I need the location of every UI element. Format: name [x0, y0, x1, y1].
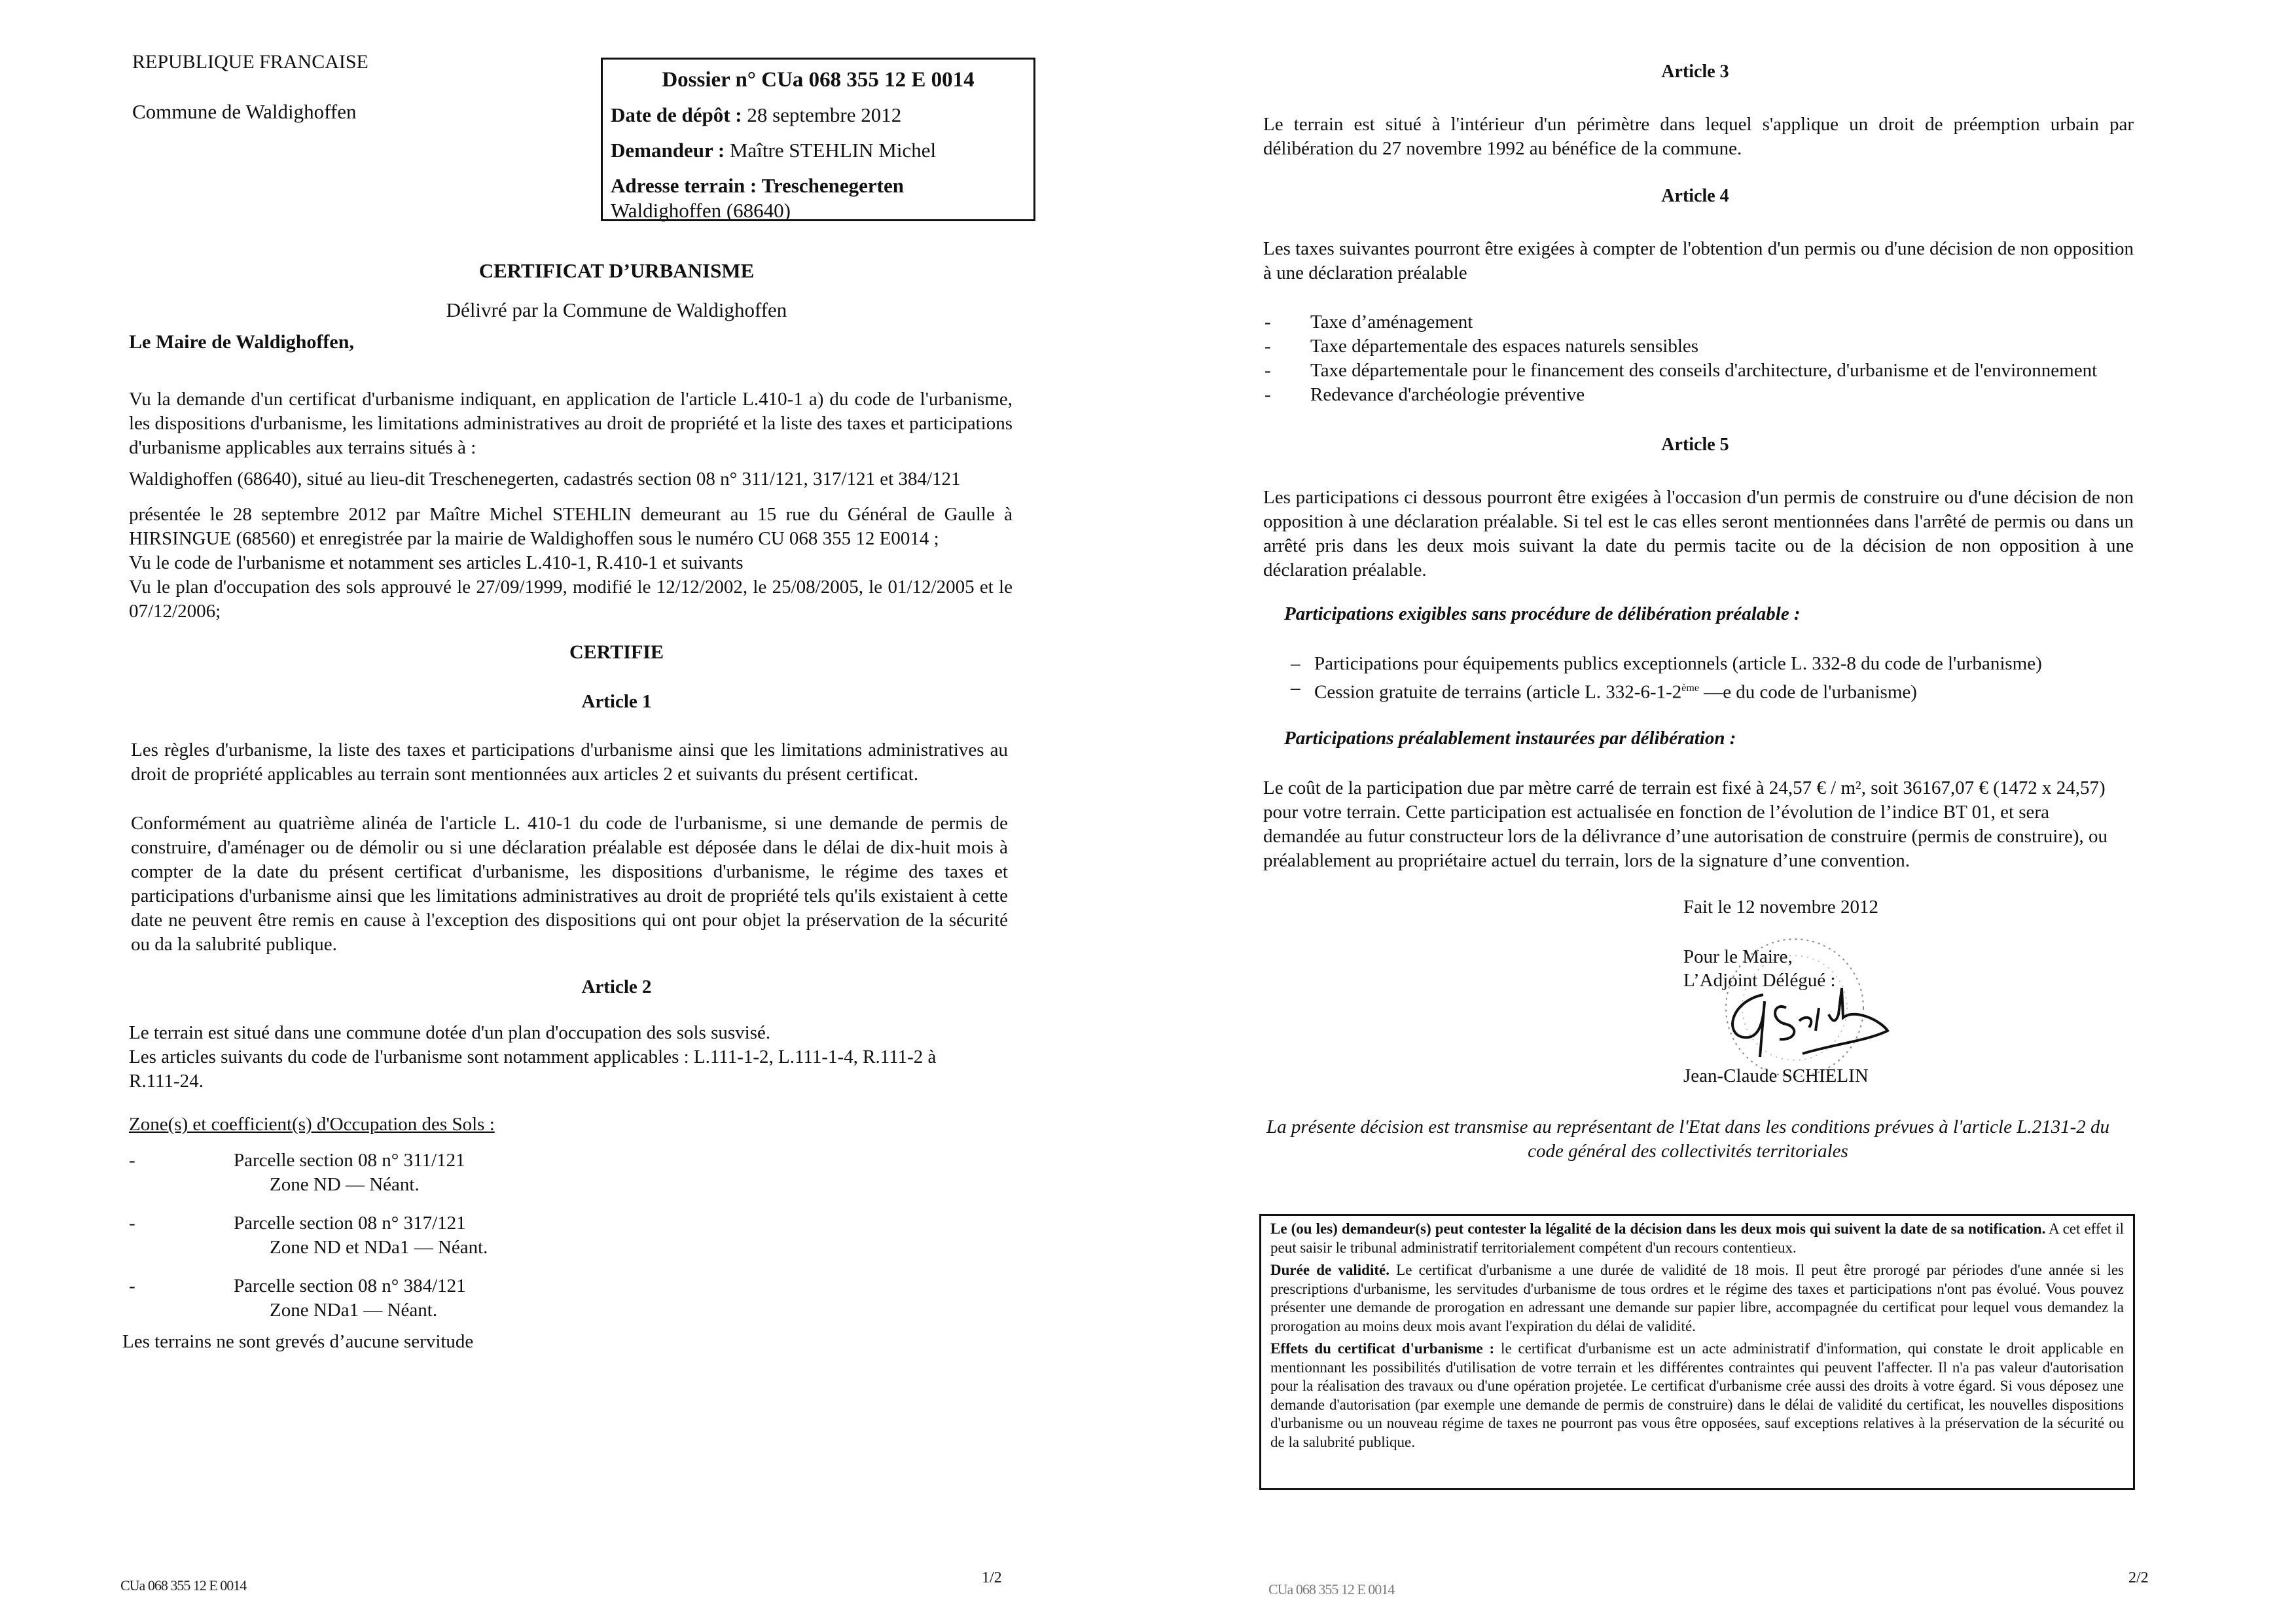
cout-participation-paragraph: Le coût de la participation due par mètre carré de terrain est fixé à 24,57 € / m², soit 36167,07 € (1472 x 24,57) pour votre terrain. Cette participation est actualisée en fonction de l’évolution de l’indice BT 01, et sera demandée au futur constructeur lors de la délivrance d’une autorisation de construire (permis de construire), ou préalablement au propriétaire actuel du terrain, lors de la signature d’une convention. [1263, 777, 2108, 871]
tax-item [1265, 383, 2142, 407]
article-4-title: Article 4 [1661, 186, 1729, 206]
participation-item [1291, 676, 2142, 705]
legal-notice-box [1259, 1214, 2135, 1490]
dossier-info-box [601, 58, 1035, 221]
article-3-title: Article 3 [1661, 62, 1729, 82]
participation-label-post: —e du code de l'urbanisme) [1698, 681, 1917, 703]
parcel-zone: Zone ND — Néant. [270, 1174, 420, 1195]
notice-contest-text: A cet effet il peut saisir le tribunal administratif territorialement compétent d'un recours contentieux. [1270, 1221, 2124, 1256]
sans-deliberation-heading: Participations exigibles sans procédure de délibération préalable : [1284, 603, 1801, 624]
article-3-paragraph: Le terrain est situé à l'intérieur d'un périmètre dans lequel s'applique un droit de préemption urbain par délibération du 27 novembre 1992 au bénéfice de la commune. [1263, 114, 2134, 159]
terrain-paragraph: Waldighoffen (68640), situé au lieu-dit Treschenegerten, cadastrés section 08 n° 311/121, 317/121 et 384/121 [129, 469, 961, 490]
document-title: CERTIFICAT D’URBANISME [478, 259, 755, 282]
document-subtitle: Délivré par la Commune de Waldighoffen [446, 298, 787, 321]
maire-heading: Le Maire de Waldighoffen, [129, 331, 354, 353]
article-2-paragraph-1: Le terrain est situé dans une commune dotée d'un plan d'occupation des sols susvisé. [129, 1022, 771, 1043]
parcel-zone: Zone NDa1 — Néant. [270, 1300, 438, 1321]
dash: - [1265, 312, 1271, 332]
article-2-paragraph-2: Les articles suivants du code de l'urbanisme sont notamment applicables : L.111-1-2, L.111-1-4, R.111-2 à R.111-24. [129, 1046, 937, 1092]
sans-deliberation-list [1291, 652, 2142, 705]
article-1-paragraph-1: Les règles d'urbanisme, la liste des taxes et participations d'urbanisme ainsi que les limitations administratives au droit de propriété applicables au terrain sont mentionnées aux articles 2 et suivants du présent certificat. [131, 740, 1008, 785]
article-1-paragraph-2: Conformément au quatrième alinéa de l'article L. 410-1 du code de l'urbanisme, si une demande de permis de construire, d'aménager ou de démolir ou si une déclaration préalable est déposée dans le délai de dix-huit mois à compter de la date du présent certificat d'urbanisme, les dispositions d'urbanisme, le régime des taxes et participations d'urbanisme ainsi que les limitations administratives au droit de propriété tels qu'ils existaient à cette date ne peuvent être remis en cause à l'exception des dispositions qui ont pour objet la préservation de la sécurité ou da la salubrité publique. [131, 813, 1008, 955]
demandeur-label: Demandeur : [611, 139, 725, 162]
parcel-label: Parcelle section 08 n° 384/121 [234, 1275, 466, 1296]
tax-item [1265, 334, 2142, 359]
tax-label: Taxe d’aménagement [1310, 312, 1473, 332]
notice-effets-text: le certificat d'urbanisme est un acte administratif d'information, qui constate le droit applicable en mentionnant les possibilités d'utilisation de votre terrain et les différentes contraintes qui peuvent l'affecter. Il n'a pas valeur d'autorisation pour la réalisation des travaux ou d'une opération projetée. Le certificat d'urbanisme crée aussi des droits à votre égard. Si vous déposez une demande d'autorisation (par exemple une demande de permis de construire) dans le délai de validité du certificat, les nouvelles dispositions d'urbanisme ou un nouveau régime de taxes ne pourront pas vous être opposées, sauf exceptions relatives à la préservation de la sécurité ou de la salubrité publique. [1270, 1340, 2124, 1450]
article-5-paragraph: Les participations ci dessous pourront être exigées à l'occasion d'un permis de construire ou d'une décision de non opposition à une déclaration préalable. Si tel est le cas elles seront mentionnées dans l'arrêté de permis ou dans un arrêté pris dans les deux mois suivant la date du permis tacite ou de la décision de non opposition à une déclaration préalable. [1263, 487, 2134, 580]
bullet: - [129, 1213, 135, 1234]
certifie-heading: CERTIFIE [569, 641, 664, 663]
participation-label-pre: Cession gratuite de terrains (article L. 332-6-1-2 [1314, 681, 1682, 703]
notice-effets-bold: Effets du certificat d'urbanisme : [1270, 1340, 1495, 1357]
notice-effets [1270, 1340, 2124, 1452]
servitude-statement: Les terrains ne sont grevés d’aucune servitude [122, 1331, 474, 1352]
date-depot-value: 28 septembre 2012 [742, 103, 902, 126]
parcel-zone: Zone ND et NDa1 — Néant. [270, 1237, 488, 1258]
page-number: 1/2 [982, 1569, 1002, 1586]
bullet: - [129, 1275, 135, 1296]
footer-dossier-code: CUa 068 355 12 E 0014 [1268, 1581, 1395, 1597]
notice-validite-text: Le certificat d'urbanisme a une durée de validité de 18 mois. Il peut être prorogé par périodes d'une année si les prescriptions d'urbanisme, les servitudes d'urbanisme de tous ordres et le régime des taxes et participations n'ont pas évolué. Vous pouvez présenter une demande de prorogation en adressant une demande sur papier libre, accompagnée du certificat pour lequel vous demandez la prorogation au moins deux mois avant l'expiration du délai de validité. [1270, 1262, 2124, 1334]
dash: – [1291, 653, 1300, 674]
page-number: 2/2 [2128, 1569, 2149, 1586]
signature-icon [1724, 975, 1907, 1067]
article-1-title: Article 1 [581, 691, 652, 712]
fait-le-date: Fait le 12 novembre 2012 [1683, 897, 1879, 918]
article-5-title: Article 5 [1661, 435, 1729, 455]
tax-label: Taxe départementale des espaces naturels sensibles [1310, 336, 1699, 357]
taxes-list [1265, 310, 2142, 407]
demandeur [611, 137, 1026, 164]
article-4-paragraph: Les taxes suivantes pourront être exigées à compter de l'obtention d'un permis ou d'une décision de non opposition à une déclaration préalable [1263, 238, 2134, 283]
parcel-item [129, 1211, 718, 1260]
notice-validite-bold: Durée de validité. [1270, 1262, 1390, 1278]
participation-sup: ème [1681, 683, 1699, 694]
dash: - [1265, 384, 1271, 405]
tax-label: Redevance d'archéologie préventive [1310, 384, 1585, 405]
date-depot [611, 101, 1026, 129]
demandeur-value: Maître STEHLIN Michel [725, 139, 937, 162]
bullet: - [129, 1150, 135, 1171]
avec-deliberation-heading: Participations préalablement instaurées par délibération : [1284, 728, 1736, 749]
parcel-item [129, 1149, 718, 1197]
presentee-paragraph: présentée le 28 septembre 2012 par Maître Michel STEHLIN demeurant au 15 rue du Général de Gaulle à HIRSINGUE (68560) et enregistrée par la mairie de Waldighoffen sous le numéro CU 068 355 12 E0014 ; [129, 504, 1013, 549]
parcel-item [129, 1274, 718, 1323]
zones-heading: Zone(s) et coefficient(s) d'Occupation des Sols : [129, 1114, 495, 1135]
adresse-terrain-value: Waldighoffen (68640) [611, 199, 791, 222]
vu-plan-paragraph: Vu le plan d'occupation des sols approuvé le 27/09/1999, modifié le 12/12/2002, le 25/08/2005, le 01/12/2005 et le 07/12/2006; [129, 577, 1013, 622]
notice-contest-bold: Le (ou les) demandeur(s) peut contester la légalité de la décision dans les deux mois qui suivent la date de sa notification. [1270, 1221, 2046, 1237]
adresse-terrain-label: Adresse terrain : Treschenegerten [611, 174, 904, 197]
date-depot-label: Date de dépôt : [611, 103, 742, 126]
dossier-number: Dossier n° CUa 068 355 12 E 0014 [662, 68, 975, 92]
parcel-label: Parcelle section 08 n° 311/121 [234, 1150, 465, 1171]
dash: - [1265, 360, 1271, 381]
participation-item [1291, 652, 2142, 676]
parcel-label: Parcelle section 08 n° 317/121 [234, 1213, 466, 1234]
footer-dossier-code: CUa 068 355 12 E 0014 [120, 1577, 247, 1594]
tax-label: Taxe départementale pour le financement des conseils d'architecture, d'urbanisme et de l'environnement [1310, 360, 2098, 381]
parcel-list [129, 1149, 718, 1337]
pour-le-maire: Pour le Maire, [1683, 946, 1793, 967]
dash: – [1291, 677, 1300, 698]
participation-label: Participations pour équipements publics exceptionnels (article L. 332-8 du code de l'urbanisme) [1314, 653, 2042, 674]
adjoint-delegue: L’Adjoint Délégué : [1683, 970, 1836, 991]
transmission-notice: La présente décision est transmise au représentant de l'Etat dans les conditions prévues à l'article L.2131-2 du code général des collectivités territoriales [1266, 1116, 2109, 1162]
notice-contest [1270, 1220, 2124, 1257]
article-2-title: Article 2 [581, 976, 652, 997]
notice-validite [1270, 1261, 2124, 1336]
dash: - [1265, 336, 1271, 357]
commune-label: Commune de Waldighoffen [132, 100, 357, 123]
page-2 [1148, 0, 2296, 1623]
vu-demande-paragraph: Vu la demande d'un certificat d'urbanisme indiquant, en application de l'article L.410-1 a) du code de l'urbanisme, les dispositions d'urbanisme, les limitations administratives au droit de propriété et la liste des taxes et participations d'urbanisme applicables aux terrains situés à : [129, 389, 1013, 458]
republique-label: REPUBLIQUE FRANCAISE [132, 51, 368, 73]
tax-item [1265, 310, 2142, 334]
tax-item [1265, 359, 2142, 383]
vu-code-paragraph: Vu le code de l'urbanisme et notamment ses articles L.410-1, R.410-1 et suivants [129, 552, 744, 573]
signatory-name: Jean-Claude SCHIELIN [1683, 1065, 1869, 1086]
